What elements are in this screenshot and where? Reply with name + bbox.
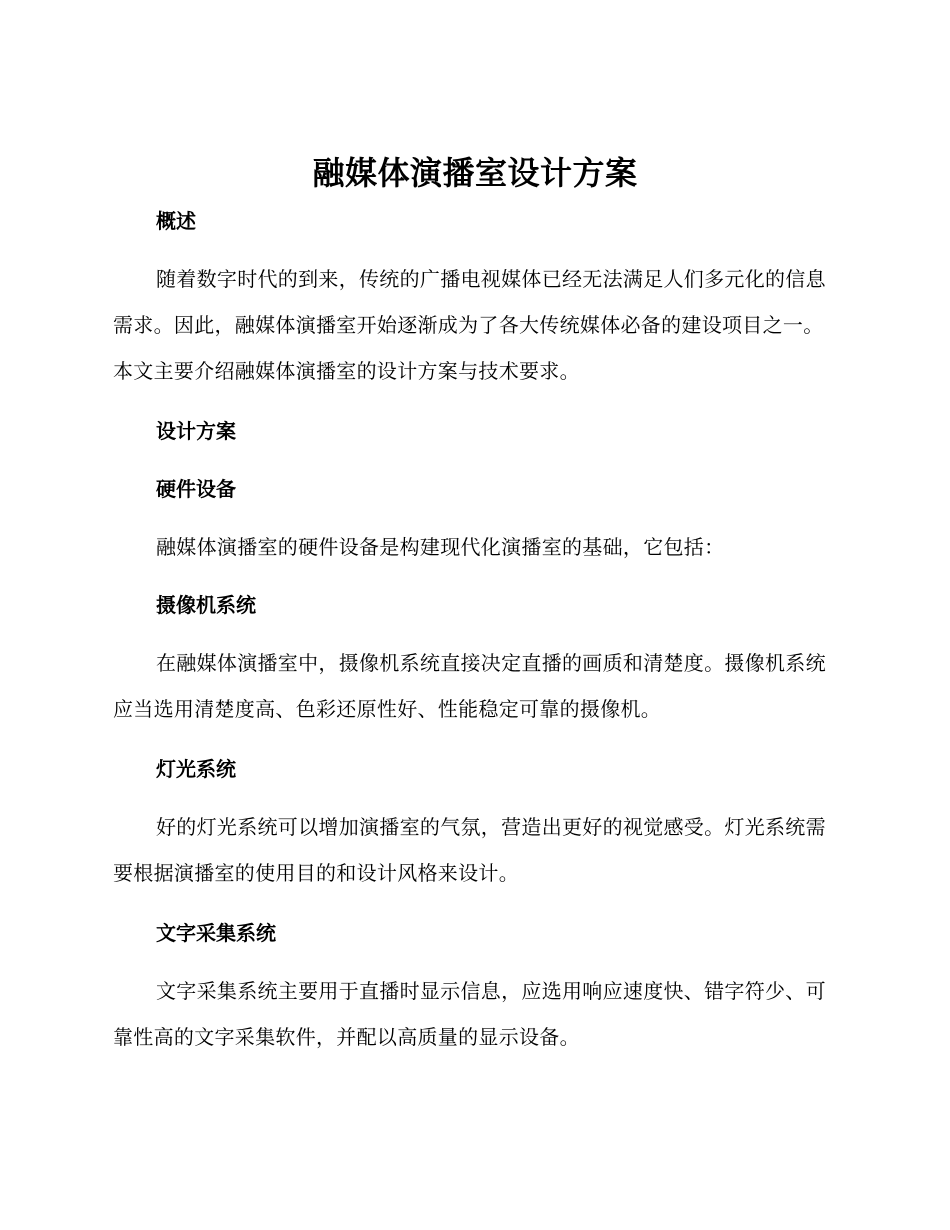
section-heading-overview: 概述 [156, 209, 196, 233]
paragraph-lighting: 好的灯光系统可以增加演播室的气氛，营造出更好的视觉感受。灯光系统需要根据演播室的使用目的和设计风格来设计。 [113, 815, 826, 885]
section-heading-hardware: 硬件设备 [156, 477, 236, 501]
spacer [113, 394, 833, 408]
spacer [113, 792, 833, 804]
spacer [113, 896, 833, 910]
spacer [113, 454, 833, 466]
spacer [113, 244, 833, 256]
paragraph-hardware: 融媒体演播室的硬件设备是构建现代化演播室的基础，它包括： [156, 535, 725, 559]
section-heading-camera: 摄像机系统 [156, 593, 256, 617]
spacer [113, 732, 833, 746]
spacer [113, 956, 833, 968]
document-title: 融媒体演播室设计方案 [312, 154, 638, 192]
paragraph-overview: 随着数字时代的到来，传统的广播电视媒体已经无法满足人们多元化的信息需求。因此，融媒体演播室开始逐渐成为了各大传统媒体必备的建设项目之一。本文主要介绍融媒体演播室的设计方案与技术要求。 [113, 267, 826, 383]
section-heading-design: 设计方案 [156, 419, 236, 443]
paragraph-camera: 在融媒体演播室中，摄像机系统直接决定直播的画质和清楚度。摄像机系统应当选用清楚度高、色彩还原性好、性能稳定可靠的摄像机。 [113, 651, 826, 721]
spacer [113, 512, 833, 524]
section-heading-lighting: 灯光系统 [156, 757, 236, 781]
spacer [113, 628, 833, 640]
section-heading-text-capture: 文字采集系统 [156, 921, 276, 945]
paragraph-text-capture: 文字采集系统主要用于直播时显示信息，应选用响应速度快、错字符少、可靠性高的文字采集软件，并配以高质量的显示设备。 [113, 979, 826, 1049]
document-body [113, 198, 833, 1060]
spacer [113, 570, 833, 582]
